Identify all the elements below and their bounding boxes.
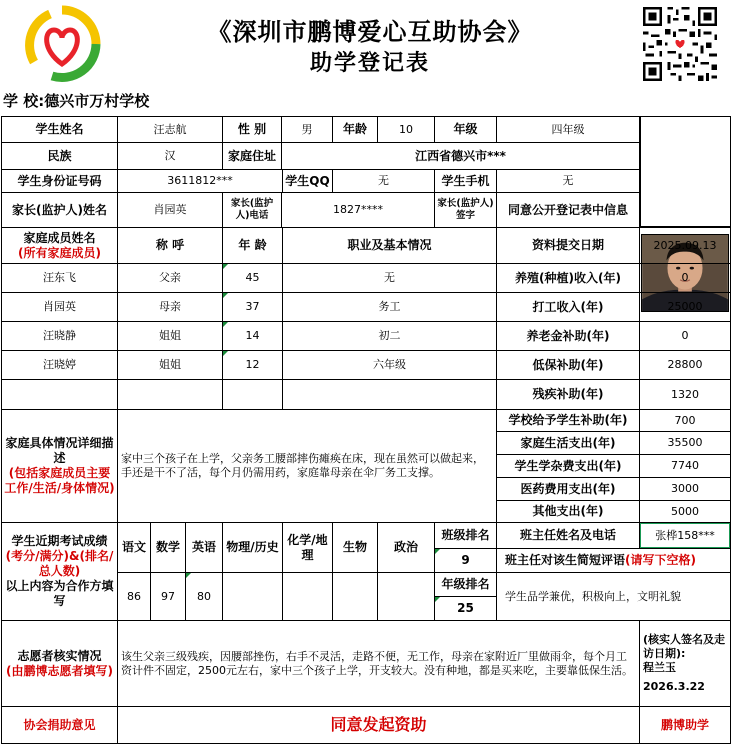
title-line-2: 助学登记表 xyxy=(309,50,430,76)
member-job: 务工 xyxy=(282,292,497,322)
member-age-header: 年 龄 xyxy=(222,227,283,264)
age-value: 10 xyxy=(377,116,435,143)
sex-label: 性 别 xyxy=(222,116,282,143)
grade-rank-label: 年级排名 xyxy=(434,572,497,597)
finance-value: 7740 xyxy=(639,454,731,478)
member-relation: 姐姐 xyxy=(117,321,223,351)
verifier-label: (核实人签名及走访日期): xyxy=(643,633,726,660)
score xyxy=(282,572,333,621)
volunteer-label-note: (由鹏博志愿者填写) xyxy=(6,663,113,678)
guardian-phone-label: 家长(监护人)电话 xyxy=(222,192,282,228)
verifier-name: 程兰玉 xyxy=(643,660,676,674)
finance-label: 家庭生活支出(年) xyxy=(496,431,640,455)
finance-label: 残疾补助(年) xyxy=(496,379,640,410)
volunteer-text: 该生父亲三级残疾，因腰部挫伤，右手不灵活，走路不便，无工作，母亲在家附近厂里做雨伞，每个月工资计件不固定，2500元左右，家中三个孩子上学，开支较大。没有种地，都是买来吃，主要靠低保生活。 xyxy=(117,620,640,707)
finance-label: 医药费用支出(年) xyxy=(496,477,640,501)
association-logo-icon xyxy=(22,4,102,84)
subject-header: 化学/地理 xyxy=(282,522,333,573)
finance-value: 28800 xyxy=(639,350,731,380)
subject-header: 物理/历史 xyxy=(222,522,283,573)
finance-value: 5000 xyxy=(639,500,731,523)
qq-label: 学生QQ xyxy=(282,169,333,193)
finance-value: 0 xyxy=(639,263,731,293)
qr-code-icon xyxy=(640,4,720,84)
guardian-sign-label: 家长(监护人)签字 xyxy=(434,192,497,228)
member-age: 12 xyxy=(222,350,283,380)
qq-value: 无 xyxy=(332,169,435,193)
comment-label-note: (请写下空格) xyxy=(625,553,696,567)
finance-label: 打工收入(年) xyxy=(496,292,640,322)
finance-value: 700 xyxy=(639,409,731,432)
job-header: 职业及基本情况 xyxy=(282,227,497,264)
exam-label-note: (考分/满分)&(排名/总人数) xyxy=(5,549,114,578)
family-name-header-note: (所有家庭成员) xyxy=(18,245,101,260)
finance-value: 1320 xyxy=(639,379,731,410)
address-label: 家庭住址 xyxy=(222,142,282,170)
score xyxy=(332,572,378,621)
score: 80 xyxy=(185,572,223,621)
org-name: 鹏博助学 xyxy=(639,706,731,744)
title-line-1: 《深圳市鹏博爱心互助协会》 xyxy=(207,17,533,46)
teacher-comment: 学生品学兼优，积极向上，文明礼貌 xyxy=(496,572,731,621)
subject-header: 政治 xyxy=(377,522,435,573)
score: 86 xyxy=(117,572,151,621)
situation-label-note: (包括家庭成员主要工作/生活/身体情况) xyxy=(4,466,115,495)
sex-value: 男 xyxy=(281,116,333,143)
finance-label: 养老金补助(年) xyxy=(496,321,640,351)
guardian-name-value: 肖园英 xyxy=(117,192,223,228)
guardian-name-label: 家长(监护人)姓名 xyxy=(1,192,118,228)
address-value: 江西省德兴市*** xyxy=(281,142,640,170)
volunteer-label xyxy=(1,620,118,707)
comment-label xyxy=(496,548,731,573)
visit-date: 2026.3.22 xyxy=(643,680,705,694)
grade-label: 年级 xyxy=(434,116,497,143)
school-name: 学 校:德兴市万村学校 xyxy=(3,92,150,110)
ethnicity-label: 民族 xyxy=(1,142,118,170)
member-name: 汪晓静 xyxy=(1,321,118,351)
finance-label: 资料提交日期 xyxy=(496,227,640,264)
volunteer-label-main: 志愿者核实情况 xyxy=(17,648,102,663)
member-age: 14 xyxy=(222,321,283,351)
finance-value: 25000 xyxy=(639,292,731,322)
subject-header: 生物 xyxy=(332,522,378,573)
id-number-label: 学生身份证号码 xyxy=(1,169,118,193)
student-phone-value: 无 xyxy=(496,169,640,193)
family-name-header xyxy=(1,227,118,264)
member-job-empty xyxy=(282,379,497,410)
finance-label: 学校给予学生补助(年) xyxy=(496,409,640,432)
member-relation: 父亲 xyxy=(117,263,223,293)
grade-rank-value: 25 xyxy=(434,596,497,621)
header xyxy=(0,0,731,88)
relation-header: 称 呼 xyxy=(117,227,223,264)
member-relation-empty xyxy=(117,379,223,410)
guardian-phone-value: 1827**** xyxy=(281,192,435,228)
situation-label xyxy=(1,409,118,523)
exam-label xyxy=(1,522,118,621)
exam-label-partner: 以上内容为合作方填写 xyxy=(5,579,114,608)
age-label: 年龄 xyxy=(332,116,378,143)
subject-header: 语文 xyxy=(117,522,151,573)
member-job: 无 xyxy=(282,263,497,293)
registration-form xyxy=(0,116,731,744)
member-name: 汪东飞 xyxy=(1,263,118,293)
opinion-value: 同意发起资助 xyxy=(117,706,640,744)
grade-value: 四年级 xyxy=(496,116,640,143)
class-rank-value: 9 xyxy=(434,548,497,573)
member-job: 六年级 xyxy=(282,350,497,380)
finance-label: 养殖(种植)收入(年) xyxy=(496,263,640,293)
comment-label-main: 班主任对该生简短评语 xyxy=(505,553,626,567)
id-number-value: 3611812*** xyxy=(117,169,283,193)
finance-value: 35500 xyxy=(639,431,731,455)
finance-value: 0 xyxy=(639,321,731,351)
member-relation: 姐姐 xyxy=(117,350,223,380)
member-name-empty xyxy=(1,379,118,410)
member-job: 初二 xyxy=(282,321,497,351)
verifier-block xyxy=(639,620,731,707)
member-age: 45 xyxy=(222,263,283,293)
exam-label-main: 学生近期考试成绩 xyxy=(11,534,108,548)
finance-label: 学生学杂费支出(年) xyxy=(496,454,640,478)
score xyxy=(222,572,283,621)
member-age-empty xyxy=(222,379,283,410)
student-name-value: 汪志航 xyxy=(117,116,223,143)
class-rank-label: 班级排名 xyxy=(434,522,497,549)
member-name: 肖园英 xyxy=(1,292,118,322)
student-name-label: 学生姓名 xyxy=(1,116,118,143)
photo-cell xyxy=(640,116,731,227)
situation-label-main: 家庭具体情况详细描述 xyxy=(5,436,114,465)
subject-header: 数学 xyxy=(150,522,186,573)
consent-text: 同意公开登记表中信息 xyxy=(496,192,640,228)
member-age: 37 xyxy=(222,292,283,322)
finance-label: 低保补助(年) xyxy=(496,350,640,380)
member-name: 汪晓婷 xyxy=(1,350,118,380)
situation-text: 家中三个孩子在上学，父亲务工腰部摔伤瘫痪在床，现在虽然可以做起来，手还是干不了活，每个月仍需用药，家庭靠母亲在伞厂务工支撑。 xyxy=(117,409,497,523)
teacher-value: 张桦158*** xyxy=(639,522,731,549)
score: 97 xyxy=(150,572,186,621)
finance-value: 2025.09.13 xyxy=(639,227,731,264)
member-relation: 母亲 xyxy=(117,292,223,322)
family-name-header-main: 家庭成员姓名 xyxy=(23,230,96,245)
student-phone-label: 学生手机 xyxy=(434,169,497,193)
ethnicity-value: 汉 xyxy=(117,142,223,170)
teacher-label: 班主任姓名及电话 xyxy=(496,522,640,549)
opinion-label: 协会捐助意见 xyxy=(1,706,118,744)
score xyxy=(377,572,435,621)
subject-header: 英语 xyxy=(185,522,223,573)
finance-value: 3000 xyxy=(639,477,731,501)
finance-label: 其他支出(年) xyxy=(496,500,640,523)
